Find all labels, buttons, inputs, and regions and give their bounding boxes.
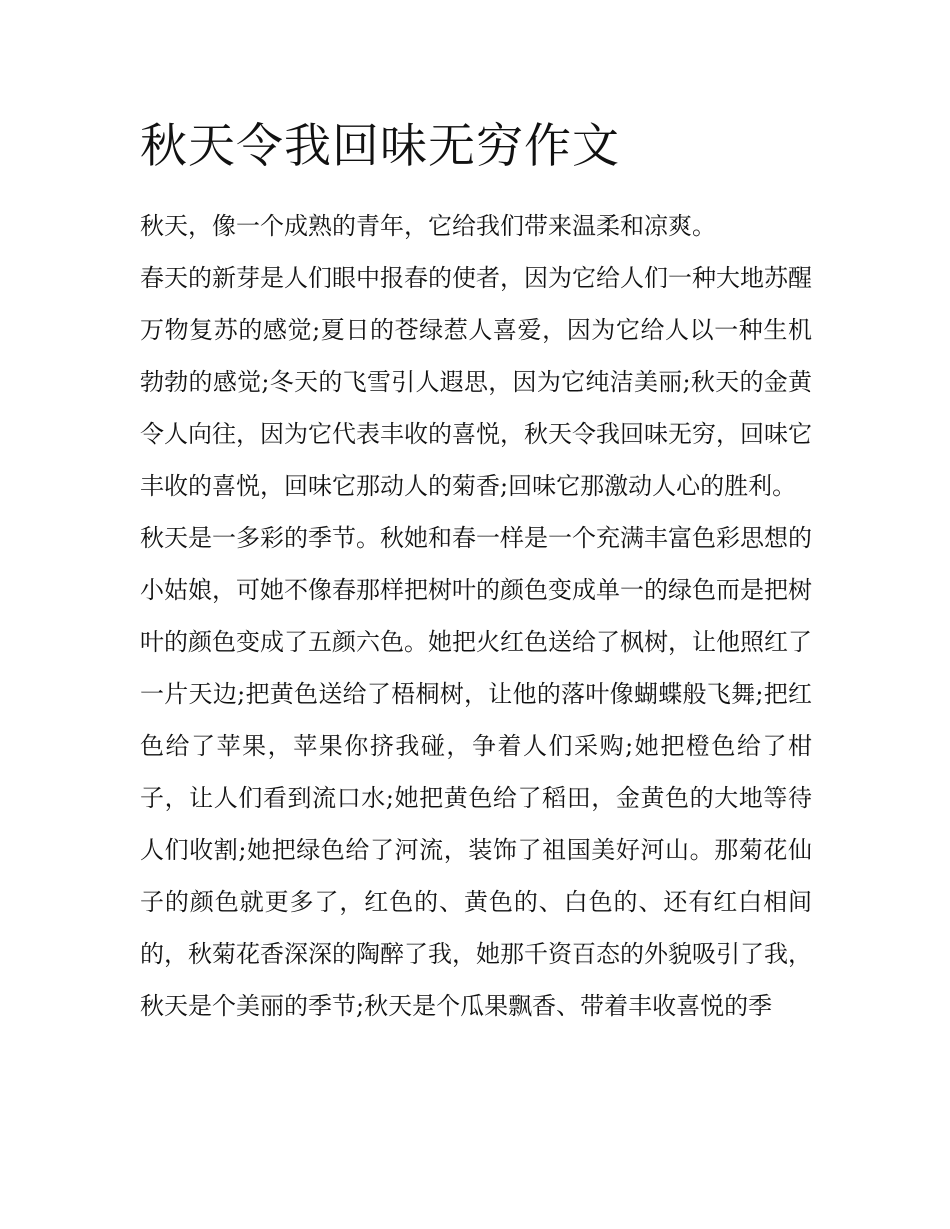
- paragraph-seasons: 春天的新芽是人们眼中报春的使者，因为它给人们一种大地苏醒万物复苏的感觉;夏日的苍绿惹人喜爱，因为它给人以一种生机勃勃的感觉;冬天的飞雪引人遐思，因为它纯洁美丽;秋天的金黄令人向往，因为它代表丰收的喜悦，秋天令我回味无穷，回味它丰收的喜悦，回味它那动人的菊香;回味它那激动人心的胜利。: [140, 264, 812, 500]
- paragraph-colors: 秋天是一多彩的季节。秋她和春一样是一个充满丰富色彩思想的小姑娘，可她不像春那样把树叶的颜色变成单一的绿色而是把树叶的颜色变成了五颜六色。她把火红色送给了枫树，让他照红了一片天边;把黄色送给了梧桐树，让他的落叶像蝴蝶般飞舞;把红色给了苹果，苹果你挤我碰，争着人们采购;她把橙色给了柑子，让人们看到流口水;她把黄色给了稻田，金黄色的大地等待人们收割;她把绿色给了河流，装饰了祖国美好河山。那菊花仙子的颜色就更多了，红色的、黄色的、白色的、还有红白相间的，秋菊花香深深的陶醉了我，她那千资百态的外貌吸引了我，: [140, 524, 812, 968]
- paragraph-beautiful: 秋天是个美丽的季节;秋天是个瓜果飘香、带着丰收喜悦的季: [140, 992, 773, 1020]
- paragraph-intro: 秋天，像一个成熟的青年，它给我们带来温柔和凉爽。: [140, 212, 716, 240]
- document-body: [140, 200, 812, 1032]
- document-title: 秋天令我回味无穷作文: [140, 119, 620, 174]
